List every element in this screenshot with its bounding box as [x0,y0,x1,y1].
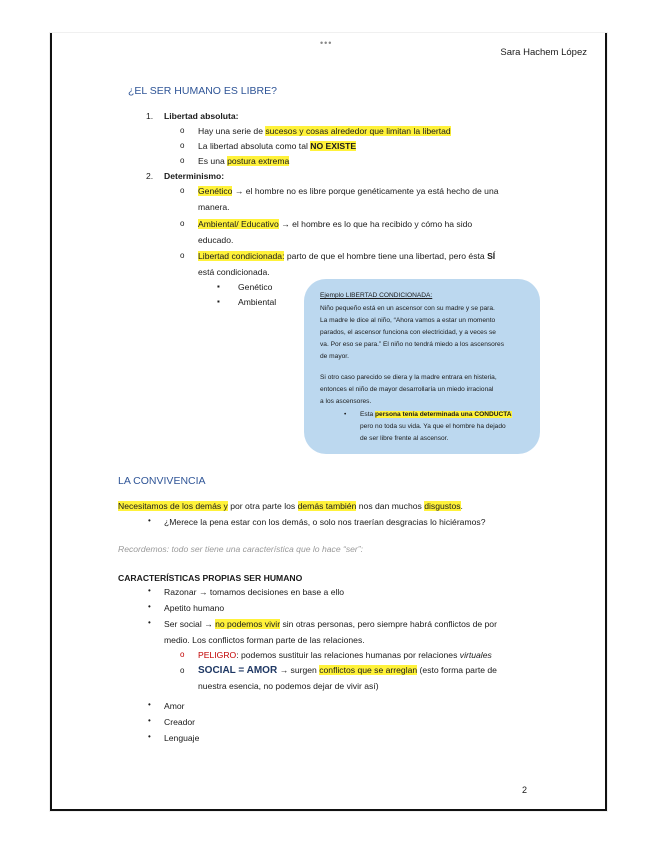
dot-bullet-icon: • [148,516,151,525]
circle-bullet-icon: o [180,186,185,195]
example-title: Ejemplo LIBERTAD CONDICIONADA: [320,292,433,299]
razonar-line: Razonar → tomamos decisiones en base a ello [164,587,345,597]
amor-line2: nuestra esencia, no podemos dejar de vivir así) [198,681,379,691]
section-title-convivencia: LA CONVIVENCIA [118,475,206,487]
square-bullet-icon: ▪ [217,297,220,306]
example-bullet-line: de ser libre frente al ascensor. [360,435,449,442]
item1-sub3: Es una postura extrema [198,156,290,166]
dot-bullet-icon: • [148,618,151,627]
square-bullet-icon: ▪ [217,282,220,291]
example-line: de mayor. [320,353,349,360]
dot-bullet-icon: • [148,716,151,725]
circle-bullet-icon: o [180,219,185,228]
dot-bullet-icon: • [148,700,151,709]
circle-bullet-icon: o [180,251,185,260]
example-line: entonces el niño de mayor desarrollaría un miedo irracional [320,386,494,393]
circle-bullet-icon: o [180,126,185,135]
example-line: Si otro caso parecido se diera y la madre entrara en histeria, [320,374,497,381]
dot-bullet-icon: • [148,602,151,611]
item2-label: Determinismo: [164,171,225,181]
example-bullet-line: pero no toda su vida. Ya que el hombre ha dejado [360,423,506,430]
dot-bullet-icon: • [148,586,151,595]
dot-bullet-icon: • [344,411,347,418]
page-number: 2 [521,785,527,795]
social-line: Ser social → no podemos vivir sin otras personas, pero siempre habrá conflictos de por [164,619,497,629]
characteristics-title: CARACTERÍSTICAS PROPIAS SER HUMANO [118,573,303,583]
remember-line: Recordemos: todo ser tiene una característica que lo hace “ser”: [118,544,364,554]
example-line: La madre le dice al niño, “Ahora vamos a estar un momento [320,317,496,324]
circle-bullet-icon: o [180,156,185,165]
amor-line: SOCIAL = AMOR → surgen conflictos que se arreglan (esto forma parte de [198,665,497,676]
item1-sub1: Hay una serie de sucesos y cosas alrededor que limitan la libertad [198,126,451,136]
question-line: ¿Merece la pena estar con los demás, o solo nos traerían desgracias lo hiciéramos? [164,517,486,527]
bullet-ambiental: Ambiental [238,297,277,307]
item1-sub2: La libertad absoluta como tal NO EXISTE [198,141,357,151]
tail-item-lenguaje: Lenguaje [164,733,200,743]
item2-number: 2. [146,171,154,181]
dot-bullet-icon: • [148,732,151,741]
circle-bullet-icon: o [180,666,185,675]
genetico-line: Genético → el hombre no es libre porque genéticamente ya está hecho de una [198,186,499,196]
peligro-line: PELIGRO: podemos sustituir las relaciones humanas por relaciones virtuales [198,650,492,660]
ambiental-line2: educado. [198,235,234,245]
window-dots: ••• [320,38,333,48]
author-name: Sara Hachem López [500,47,587,58]
circle-bullet-icon: o [180,141,185,150]
libertad-line2: está condicionada. [198,267,270,277]
tail-item-amor: Amor [164,701,185,711]
example-line: va. Por eso se para.” El niño no tendrá miedo a los ascensores [320,341,504,348]
item1-number: 1. [146,111,154,121]
section-title-libre: ¿EL SER HUMANO ES LIBRE? [128,85,277,97]
ambiental-line: Ambiental/ Educativo → el hombre es lo que ha recibido y cómo ha sido [198,219,473,229]
item1-label: Libertad absoluta: [164,111,239,121]
example-line: parados, el ascensor funciona con electricidad, y a veces se [320,329,496,336]
social-line2: medio. Los conflictos forman parte de las relaciones. [164,635,365,645]
circle-bullet-icon: o [180,650,185,659]
apetito-line: Apetito humano [164,603,225,613]
bullet-genetico: Genético [238,282,273,292]
example-bullet: Esta persona tenía determinada una CONDUCTA [360,411,512,418]
example-line: Niño pequeño está en un ascensor con su madre y se para. [320,305,495,312]
libertad-line: Libertad condicionada: parto de que el hombre tiene una libertad, pero ésta SÍ [198,251,496,261]
genetico-line2: manera. [198,202,230,212]
document-page [50,33,607,811]
tail-item-creador: Creador [164,717,196,727]
convivencia-line: Necesitamos de los demás y por otra parte los demás también nos dan muchos disgustos. [118,501,463,511]
example-line: a los ascensores. [320,398,372,405]
example-box [304,279,540,454]
